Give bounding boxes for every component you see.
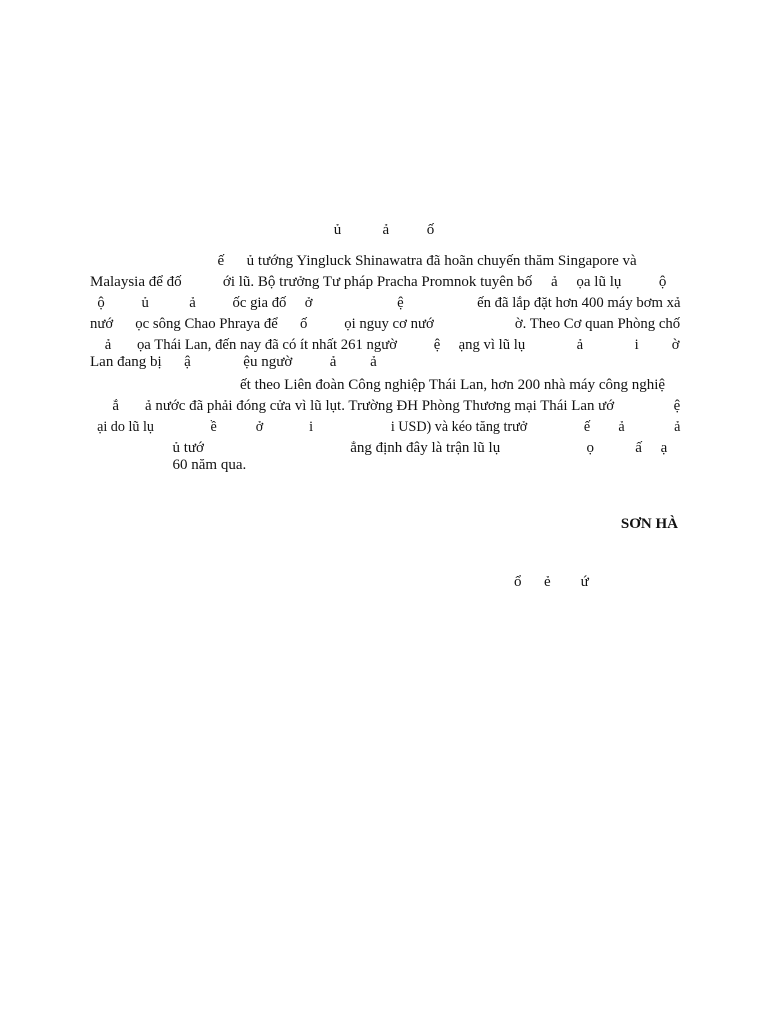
paragraph-1-line-2: Malaysia để đố ới lũ. Bộ trưởng Tư pháp Pracha Promnok tuyên bố ả ọa lũ lụ ộ bbox=[90, 274, 667, 290]
paragraph-2-line-3: ại do lũ lụ ề ở i i USD) và kéo tăng trưở ế ả ả bbox=[90, 419, 681, 435]
paragraph-1-line-1: ế ủ tướng Yingluck Shinawatra đã hoãn chuyến thăm Singapore và bbox=[90, 253, 637, 269]
paragraph-1-line-3: ộ ủ ả ốc gia đố ở ệ ến đã lắp đặt hơn 400 máy bơm xả bbox=[90, 295, 681, 311]
paragraph-2-line-5: 60 năm qua. bbox=[90, 457, 247, 473]
paragraph-2-line-4: ủ tướ ẳng định đây là trận lũ lụ ọ ấ ạ bbox=[90, 440, 668, 456]
footer-fragment: ổ ẻ ứ bbox=[514, 574, 589, 590]
paragraph-2-line-1: ết theo Liên đoàn Công nghiệp Thái Lan, hơn 200 nhà máy công nghiệ bbox=[90, 377, 666, 393]
author-signature: SƠN HÀ bbox=[620, 516, 678, 532]
paragraph-1-line-5: ả ọa Thái Lan, đến nay đã có ít nhất 261 ngườ ệ ạng vì lũ lụ ả i ờ bbox=[90, 337, 680, 353]
document-heading: ủ ả ố bbox=[333, 222, 435, 238]
paragraph-2-line-2: ắ ả nước đã phải đóng cửa vì lũ lụt. Trường ĐH Phòng Thương mại Thái Lan ướ ệ bbox=[90, 398, 681, 414]
paragraph-1-line-6: Lan đang bị ậ ệu ngườ ả ả bbox=[90, 354, 377, 370]
paragraph-1-line-4: nướ ọc sông Chao Phraya để ố ọi nguy cơ nướ ờ. Theo Cơ quan Phòng chố bbox=[90, 316, 681, 332]
